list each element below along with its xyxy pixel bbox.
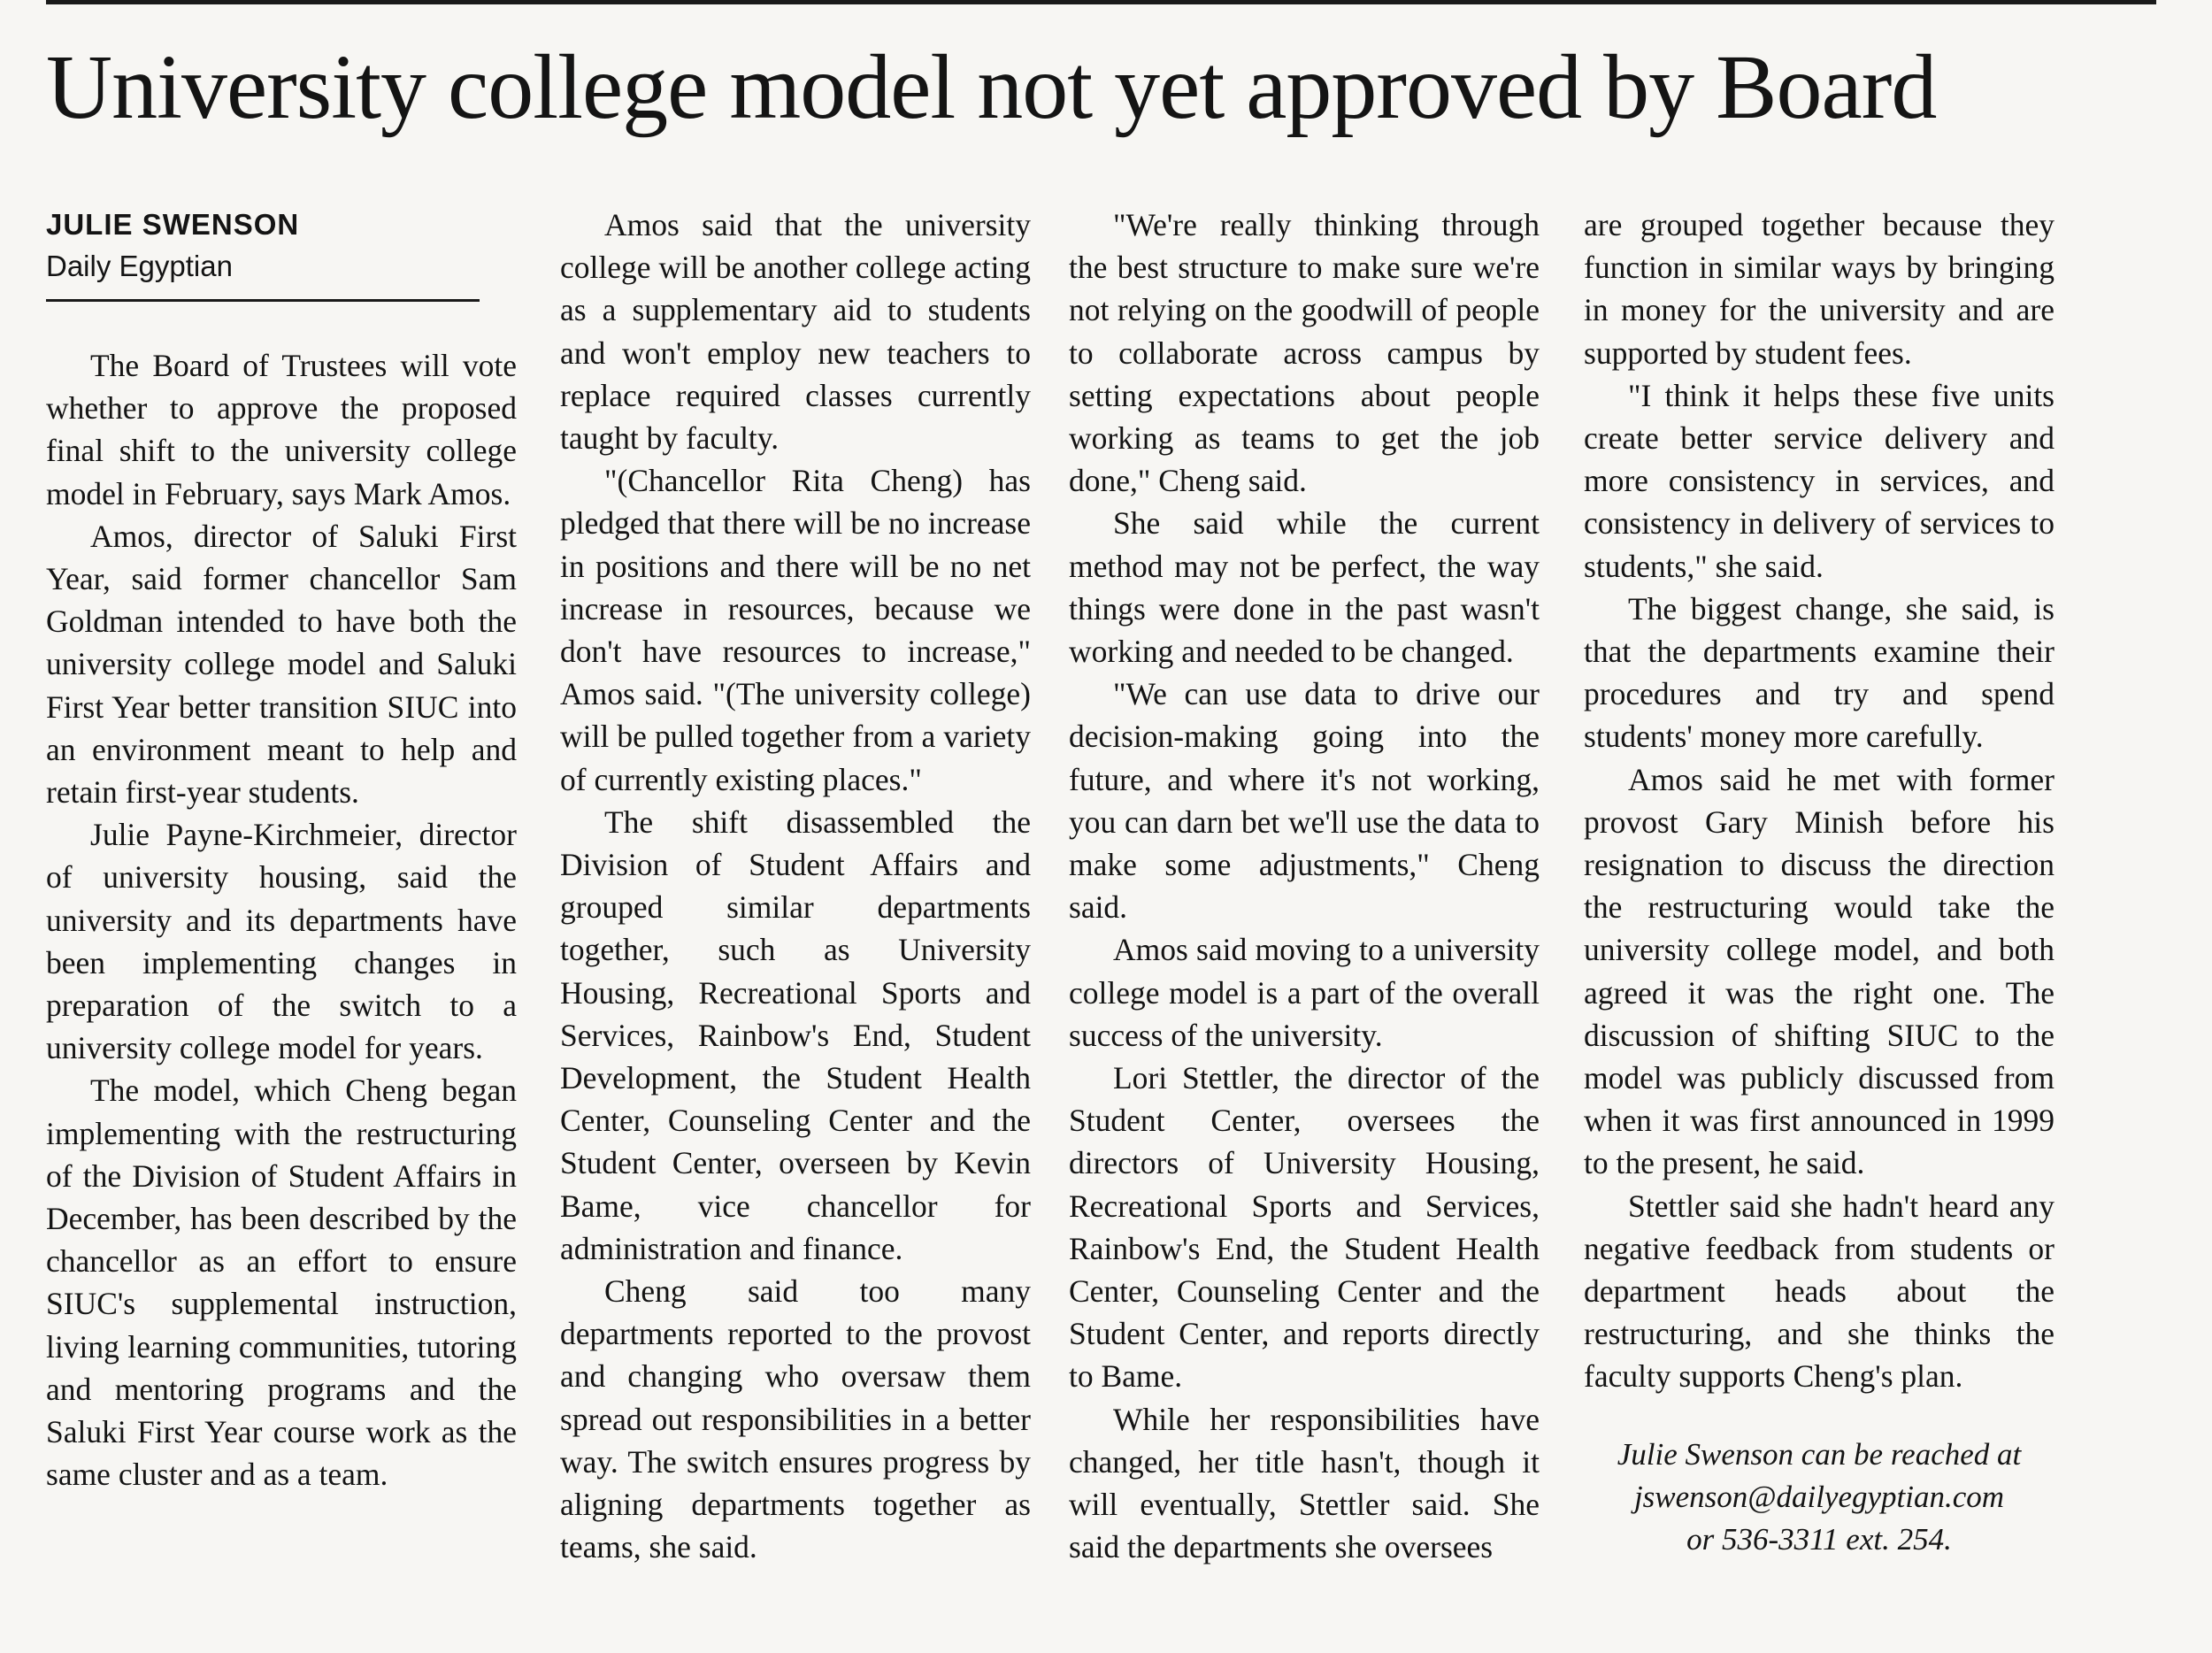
paragraph: She said while the current method may not be perfect, the way things were done in the past wasn't working and needed to be changed. (1069, 505, 1540, 670)
paragraph: Julie Payne-Kirchmeier, director of university housing, said the university and its departments have been implementing changes in preparation of the switch to a university college model for years. (46, 817, 517, 1066)
tagline-email: jswenson@dailyegyptian.com (1633, 1479, 2005, 1514)
headline: University college model not yet approved by Board (46, 36, 1937, 138)
paragraph: The shift disassembled the Division of Student Affairs and grouped similar departments together, such as University Housing, Recreational Sports and Services, Rainbow's End, Student Development, the Student Health Center, Counseling Center and the Student Center, overseen by Kevin Bame, vice chancellor for administration and finance. (560, 803, 1031, 1266)
paragraph: While her responsibilities have changed, her title hasn't, though it will eventually, Stettler said. She said the departments she oversees (1069, 1401, 1540, 1565)
article-column-4 (1584, 204, 2055, 1561)
paragraph: are grouped together because they function in similar ways by bringing in money for the university and are supported by student fees. (1584, 207, 2055, 371)
paragraph: The Board of Trustees will vote whether to approve the proposed final shift to the university college model in February, says Mark Amos. (46, 348, 517, 511)
top-rule (46, 0, 2156, 4)
byline-rule (46, 299, 480, 302)
article-column-2 (560, 204, 1031, 1569)
byline (46, 204, 517, 302)
paragraph: "We're really thinking through the best structure to make sure we're not relying on the goodwill of people to collaborate across campus by setting expectations about people working as teams to get the job done," Cheng said. (1069, 207, 1540, 499)
paragraph: Amos, director of Saluki First Year, said former chancellor Sam Goldman intended to have both the university college model and Saluki First Year better transition SIUC into an environment meant to help and retain first-year students. (46, 518, 517, 811)
article-column-1 (46, 204, 517, 1495)
byline-author: JULIE SWENSON (46, 208, 300, 241)
paragraph: Amos said that the university college will be another college acting as a supplementary aid to students and won't employ new teachers to replace required classes currently taught by faculty. (560, 207, 1031, 457)
tagline-phone: or 536-3311 ext. 254. (1686, 1521, 1952, 1557)
paragraph: Lori Stettler, the director of the Student Center, oversees the directors of University Housing, Recreational Sports and Services, Rainbow's End, the Student Health Center, Counseling Center and the Student Center, and reports directly to Bame. (1069, 1060, 1540, 1395)
paragraph: Amos said moving to a university college model is a part of the overall success of the university. (1069, 932, 1540, 1053)
tagline-line: Julie Swenson can be reached at (1617, 1436, 2022, 1472)
paragraph: Stettler said she hadn't heard any negative feedback from students or department heads about the restructuring, and she thinks the faculty supports Cheng's plan. (1584, 1188, 2055, 1395)
byline-publication: Daily Egyptian (46, 250, 233, 282)
paragraph: "(Chancellor Rita Cheng) has pledged that there will be no increase in positions and there will be no net increase in resources, because we don't have resources to increase," Amos said. "(The university college) will be pulled together from a variety of currently existing places." (560, 463, 1031, 797)
paragraph: The biggest change, she said, is that the departments examine their procedures and try and spend students' money more carefully. (1584, 590, 2055, 755)
paragraph: "I think it helps these five units create better service delivery and more consistency in services, and consistency in delivery of services to students," she said. (1584, 377, 2055, 584)
article-column-3 (1069, 204, 1540, 1569)
paragraph: Amos said he met with former provost Gary Minish before his resignation to discuss the direction the restructuring would take the university college model, and both agreed it was the right one. The discussion of shifting SIUC to the model was publicly discussed from when it was first announced in 1999 to the present, he said. (1584, 761, 2055, 1181)
paragraph: The model, which Cheng began implementing with the restructuring of the Division of Student Affairs in December, has been described by the chancellor as an effort to ensure SIUC's supplemental instruction, living learning communities, tutoring and mentoring programs and the Saluki First Year course work as the same cluster and as a team. (46, 1073, 517, 1493)
paragraph: "We can use data to drive our decision-making going into the future, and where it's not working, you can darn bet we'll use the data to make some adjustments," Cheng said. (1069, 676, 1540, 926)
author-tagline (1584, 1434, 2055, 1561)
paragraph: Cheng said too many departments reported to the provost and changing who oversaw them spread out responsibilities in a better way. The switch ensures progress by aligning departments together as teams, she said. (560, 1273, 1031, 1565)
